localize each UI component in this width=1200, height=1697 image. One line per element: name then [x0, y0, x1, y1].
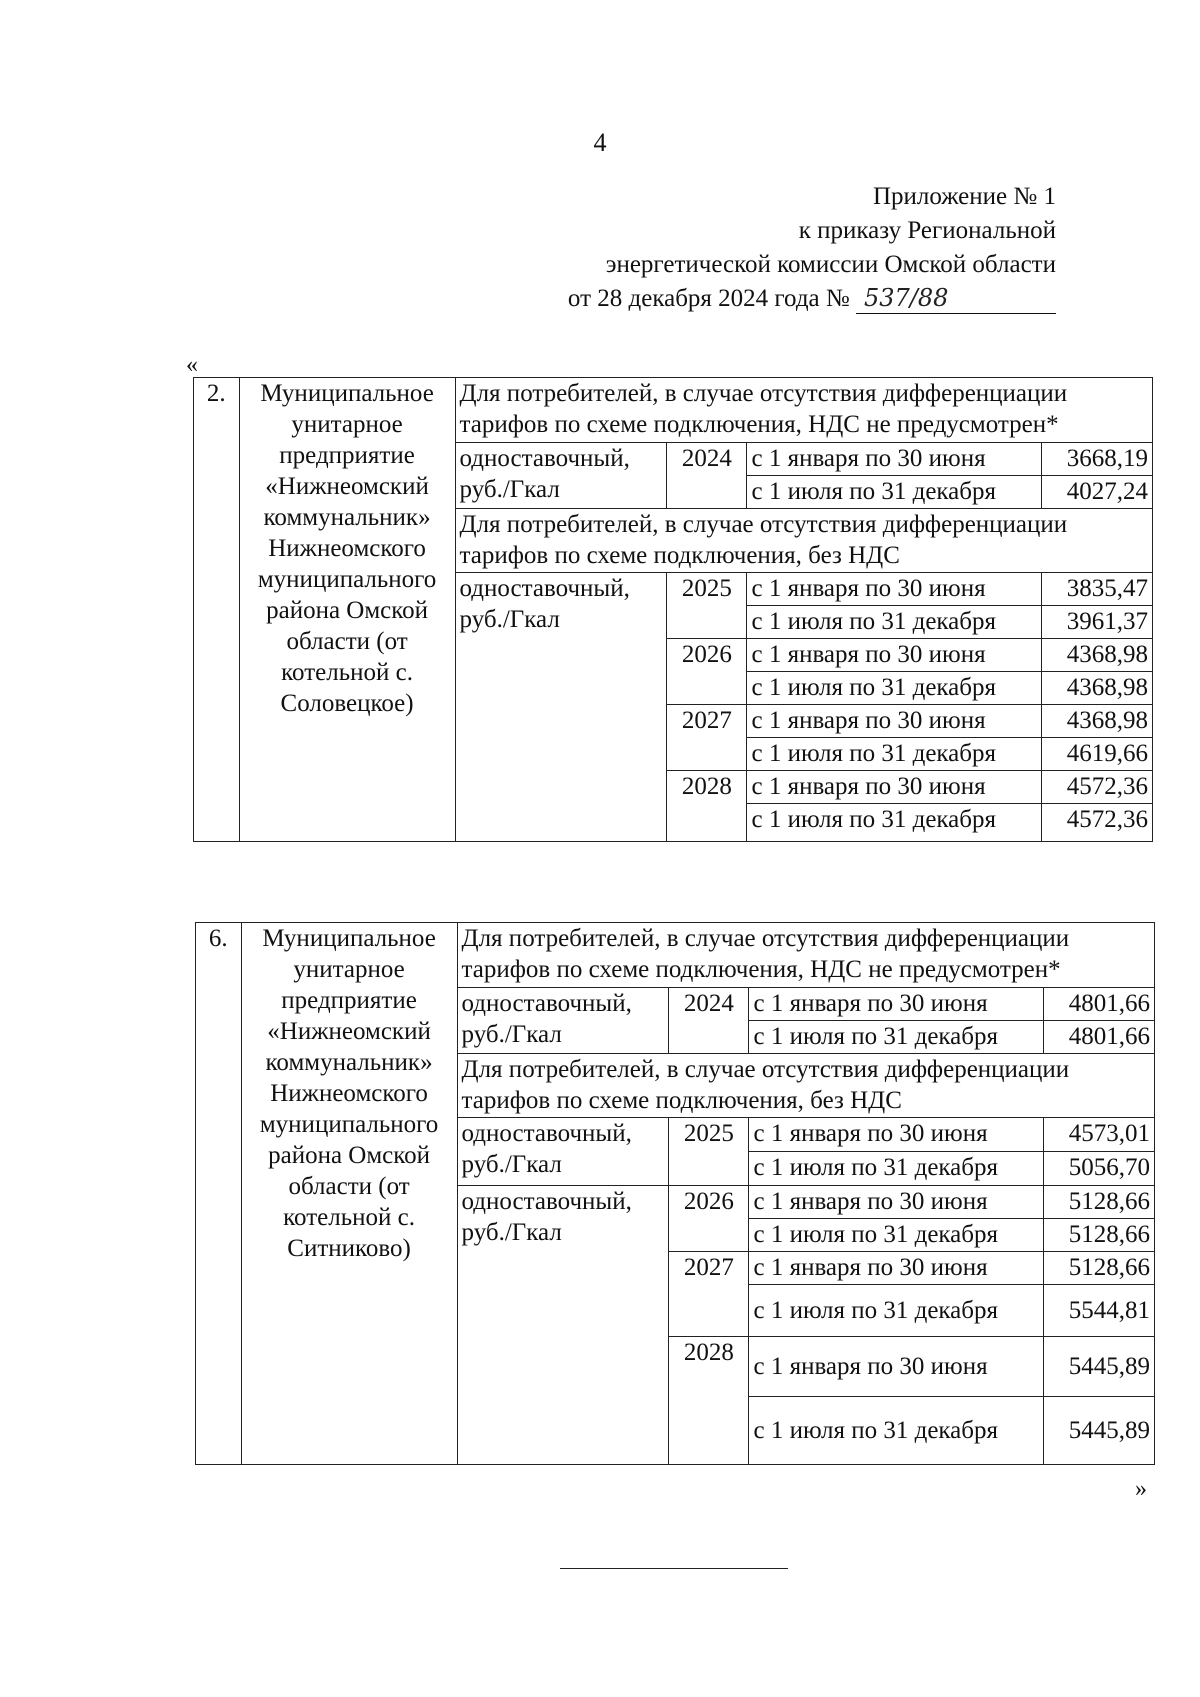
tariff-value: 4572,36: [1042, 771, 1153, 804]
year-cell: 2026: [667, 639, 747, 705]
footer-divider: [560, 1568, 788, 1569]
page-number: 4: [593, 128, 607, 157]
tariff-value: 4368,98: [1042, 639, 1153, 672]
tariff-type: одноставочный, руб./Гкал: [457, 988, 669, 1054]
period-cell: с 1 июля по 31 декабря: [749, 1152, 1044, 1186]
tariff-value: 4572,36: [1042, 804, 1153, 842]
period-cell: с 1 января по 30 июня: [747, 443, 1042, 476]
period-cell: с 1 января по 30 июня: [747, 639, 1042, 672]
tariff-value: 5445,89: [1044, 1337, 1155, 1397]
appendix-title: Приложение № 1: [872, 183, 1056, 210]
tariff-value: 3961,37: [1042, 606, 1153, 639]
period-cell: с 1 июля по 31 декабря: [749, 1021, 1044, 1054]
vat-not-applicable-header: Для потребителей, в случае отсутствия дифференциации тарифов по схеме подключения, НДС не предусмотрен*: [457, 923, 1154, 988]
period-cell: с 1 июля по 31 декабря: [747, 672, 1042, 705]
period-cell: с 1 января по 30 июня: [749, 1337, 1044, 1397]
opening-quote: «: [186, 352, 198, 378]
year-cell: 2026: [669, 1186, 749, 1252]
closing-quote: »: [1135, 1476, 1147, 1502]
period-cell: с 1 января по 30 июня: [749, 988, 1044, 1021]
tariff-value: 4368,98: [1042, 705, 1153, 738]
year-cell: 2025: [669, 1118, 749, 1186]
tariff-value: 5128,66: [1044, 1252, 1155, 1285]
appendix-order-ref: к приказу Региональной: [798, 217, 1056, 244]
tariff-value: 5056,70: [1044, 1152, 1155, 1186]
appendix-date-line: [568, 282, 1056, 316]
appendix-commission: энергетической комиссии Омской области: [605, 251, 1056, 278]
tariff-table-6: [195, 922, 1155, 1465]
tariff-value: 5128,66: [1044, 1186, 1155, 1219]
tariff-type: одноставочный, руб./Гкал: [455, 443, 667, 509]
tariff-type: одноставочный, руб./Гкал: [457, 1186, 669, 1465]
row-number: 2.: [194, 378, 240, 842]
appendix-date: от 28 декабря 2024 года №: [567, 285, 850, 312]
organization-name: Муниципальное унитарное предприятие «Нижнеомский коммунальник» Нижнеомского муниципального района Омской области (от котельной с. Ситниково): [241, 923, 457, 1465]
year-cell: 2025: [667, 573, 747, 639]
tariff-value: 5445,89: [1044, 1397, 1155, 1465]
period-cell: с 1 января по 30 июня: [747, 771, 1042, 804]
tariff-value: 4368,98: [1042, 672, 1153, 705]
without-vat-header: Для потребителей, в случае отсутствия дифференциации тарифов по схеме подключения, без НДС: [457, 1054, 1154, 1118]
year-cell: 2024: [669, 988, 749, 1054]
year-cell: 2028: [667, 771, 747, 842]
vat-not-applicable-header: Для потребителей, в случае отсутствия дифференциации тарифов по схеме подключения, НДС не предусмотрен*: [455, 378, 1152, 443]
period-cell: с 1 июля по 31 декабря: [747, 476, 1042, 509]
tariff-type: одноставочный, руб./Гкал: [455, 573, 667, 842]
tariff-value: 5544,81: [1044, 1285, 1155, 1337]
period-cell: с 1 июля по 31 декабря: [747, 738, 1042, 771]
period-cell: с 1 января по 30 июня: [749, 1186, 1044, 1219]
handwritten-order-number: 537/88: [856, 283, 1056, 314]
period-cell: с 1 января по 30 июня: [749, 1118, 1044, 1152]
period-cell: с 1 июля по 31 декабря: [749, 1397, 1044, 1465]
organization-name: Муниципальное унитарное предприятие «Нижнеомский коммунальник» Нижнеомского муниципального района Омской области (от котельной с. Соловецкое): [239, 378, 455, 842]
period-cell: с 1 июля по 31 декабря: [747, 606, 1042, 639]
period-cell: с 1 января по 30 июня: [747, 705, 1042, 738]
year-cell: 2027: [669, 1252, 749, 1337]
year-cell: 2027: [667, 705, 747, 771]
tariff-value: 4801,66: [1044, 988, 1155, 1021]
tariff-value: 5128,66: [1044, 1219, 1155, 1252]
year-cell: 2024: [667, 443, 747, 509]
period-cell: с 1 июля по 31 декабря: [749, 1219, 1044, 1252]
tariff-table-2: [193, 377, 1153, 842]
period-cell: с 1 января по 30 июня: [747, 573, 1042, 606]
year-cell: 2028: [669, 1337, 749, 1465]
tariff-value: 4027,24: [1042, 476, 1153, 509]
tariff-value: 4573,01: [1044, 1118, 1155, 1152]
tariff-value: 4801,66: [1044, 1021, 1155, 1054]
row-number: 6.: [196, 923, 242, 1465]
tariff-type: одноставочный, руб./Гкал: [457, 1118, 669, 1186]
period-cell: с 1 июля по 31 декабря: [749, 1285, 1044, 1337]
tariff-value: 3835,47: [1042, 573, 1153, 606]
appendix-block: [568, 180, 1056, 316]
tariff-value: 4619,66: [1042, 738, 1153, 771]
without-vat-header: Для потребителей, в случае отсутствия дифференциации тарифов по схеме подключения, без НДС: [455, 509, 1152, 573]
period-cell: с 1 января по 30 июня: [749, 1252, 1044, 1285]
period-cell: с 1 июля по 31 декабря: [747, 804, 1042, 842]
tariff-value: 3668,19: [1042, 443, 1153, 476]
